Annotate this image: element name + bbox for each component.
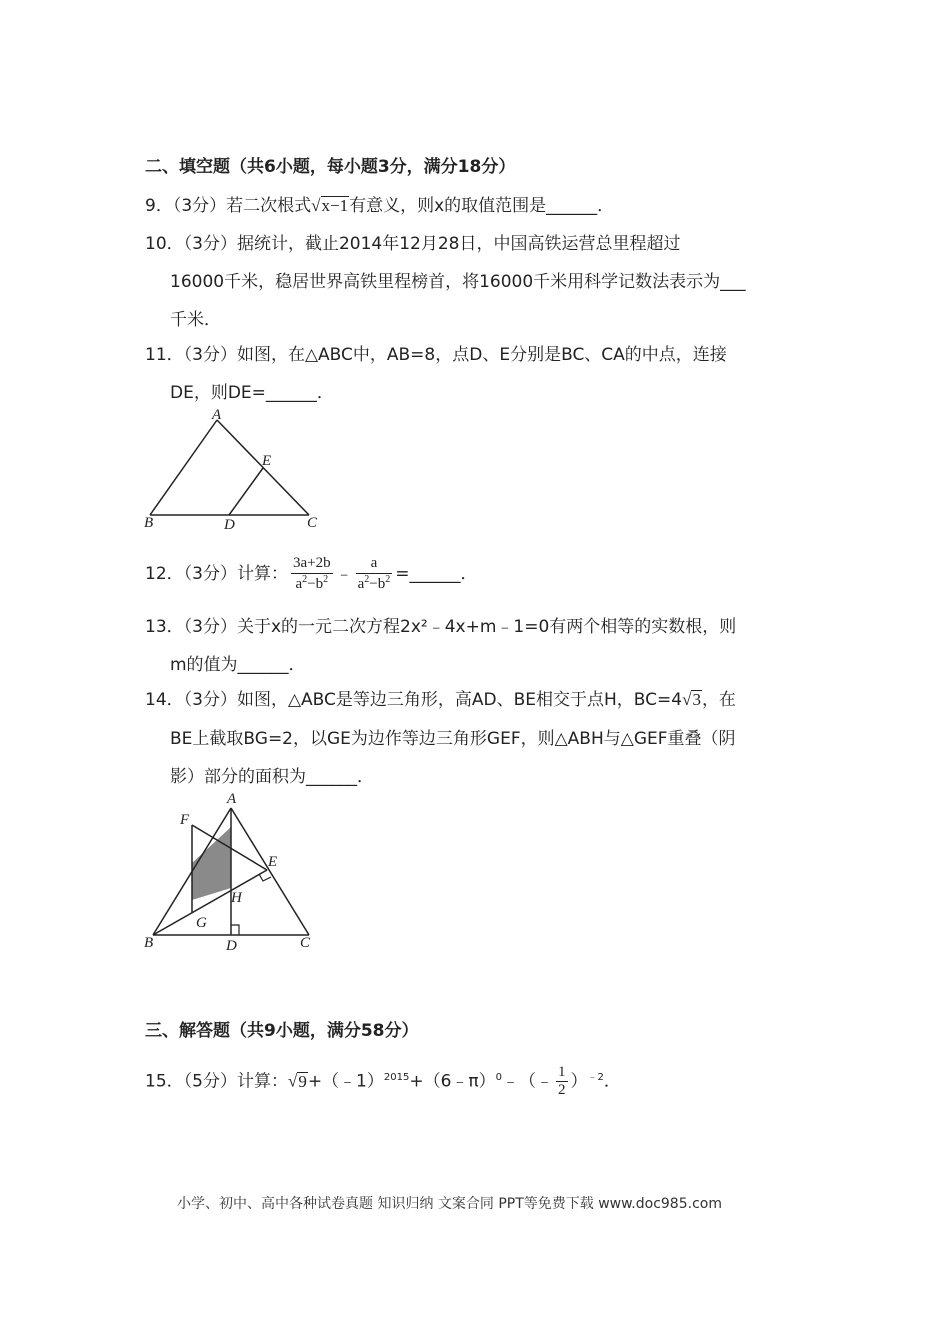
label-c: C <box>307 515 318 531</box>
question-number: 9． <box>145 196 173 216</box>
fraction-1: $\frac{3a+2b}{a^2-b^2}$ <box>292 555 331 592</box>
sqrt-symbol: √ <box>682 690 692 709</box>
question-14-line3: 影）部分的面积为______． <box>170 767 374 787</box>
radicand: 3 <box>692 690 701 709</box>
section-title-fill-in: 二、填空题（共6小题，每小题3分，满分18分） <box>145 157 516 177</box>
equilateral-triangle-figure <box>140 788 320 958</box>
question-10-line3: 千米． <box>170 310 221 330</box>
triangle-abc-figure <box>140 405 330 535</box>
label-d: D <box>224 517 235 533</box>
label-g: G <box>196 915 207 931</box>
page-footer: 小学、初中、高中各种试卷真题 知识归纳 文案合同 PPT等免费下载 www.doc985.com <box>177 1196 722 1212</box>
label-b: B <box>144 935 154 951</box>
question-10-line1: 10．（3分）据统计，截止2014年12月28日，中国高铁运营总里程超过 <box>145 234 681 254</box>
section-title-answer: 三、解答题（共9小题，满分58分） <box>145 1021 419 1041</box>
label-h: H <box>231 890 242 906</box>
question-number: 11． <box>145 345 184 365</box>
radicand: x−1 <box>321 196 349 215</box>
question-number: 10． <box>145 234 184 254</box>
segment-ab <box>150 420 217 515</box>
sqrt-symbol: √ <box>311 196 321 215</box>
question-15: 15．（5分）计算：√9+（﹣1）$^{2015}$+（6﹣π）$^0$﹣（﹣ $\frac{1}{2}$ ）$^{﹣2}$． <box>145 1063 621 1099</box>
question-10-line2: 16000千米，稳居世界高铁里程榜首，将16000千米用科学记数法表示为___ <box>170 272 746 292</box>
right-angle-d <box>231 925 239 935</box>
segment-ac <box>231 808 309 935</box>
question-13-line2: m的值为______． <box>170 655 306 675</box>
right-angle-e <box>259 874 271 881</box>
question-13-line1: 13．（3分）关于x的一元二次方程2x²﹣4x+m﹣1=0有两个相等的实数根，则 <box>145 617 737 637</box>
label-b: B <box>144 515 154 531</box>
question-14-line2: BE上截取BG=2，以GE为边作等边三角形GEF，则△ABH与△GEF重叠（阴 <box>170 729 736 749</box>
question-number: 14． <box>145 690 184 710</box>
shaded-overlap-region <box>192 827 231 900</box>
fraction-half: $\frac{1}{2}$ <box>558 1063 566 1099</box>
label-a: A <box>227 791 237 807</box>
label-e: E <box>268 854 278 870</box>
fraction-2: $\frac{a}{a^2-b^2}$ <box>357 555 391 592</box>
radicand: 9 <box>298 1071 307 1091</box>
label-e: E <box>262 453 272 469</box>
question-14-line1: 14．（3分）如图，△ABC是等边三角形，高AD、BE相交于点H，BC=4√3，在 <box>145 690 736 710</box>
label-a: A <box>212 407 222 423</box>
question-number: 12． <box>145 564 184 584</box>
segment-de <box>229 468 263 515</box>
question-number: 15． <box>145 1071 184 1092</box>
sqrt-symbol: √ <box>287 1071 298 1091</box>
label-f: F <box>180 812 190 828</box>
label-d: D <box>226 938 237 954</box>
question-11-line1: 11．（3分）如图，在△ABC中，AB=8，点D、E分别是BC、CA的中点，连接 <box>145 345 727 365</box>
question-9: 9．（3分）若二次根式√x−1有意义，则x的取值范围是______． <box>145 196 615 216</box>
question-11-line2: DE，则DE=______． <box>170 383 334 403</box>
question-12: 12．（3分）计算： $\frac{3a+2b}{a^2-b^2}$ ﹣ $\frac{a}{a^2-b^2}$ =______． <box>145 555 478 592</box>
label-c: C <box>300 935 311 951</box>
question-number: 13． <box>145 617 184 637</box>
